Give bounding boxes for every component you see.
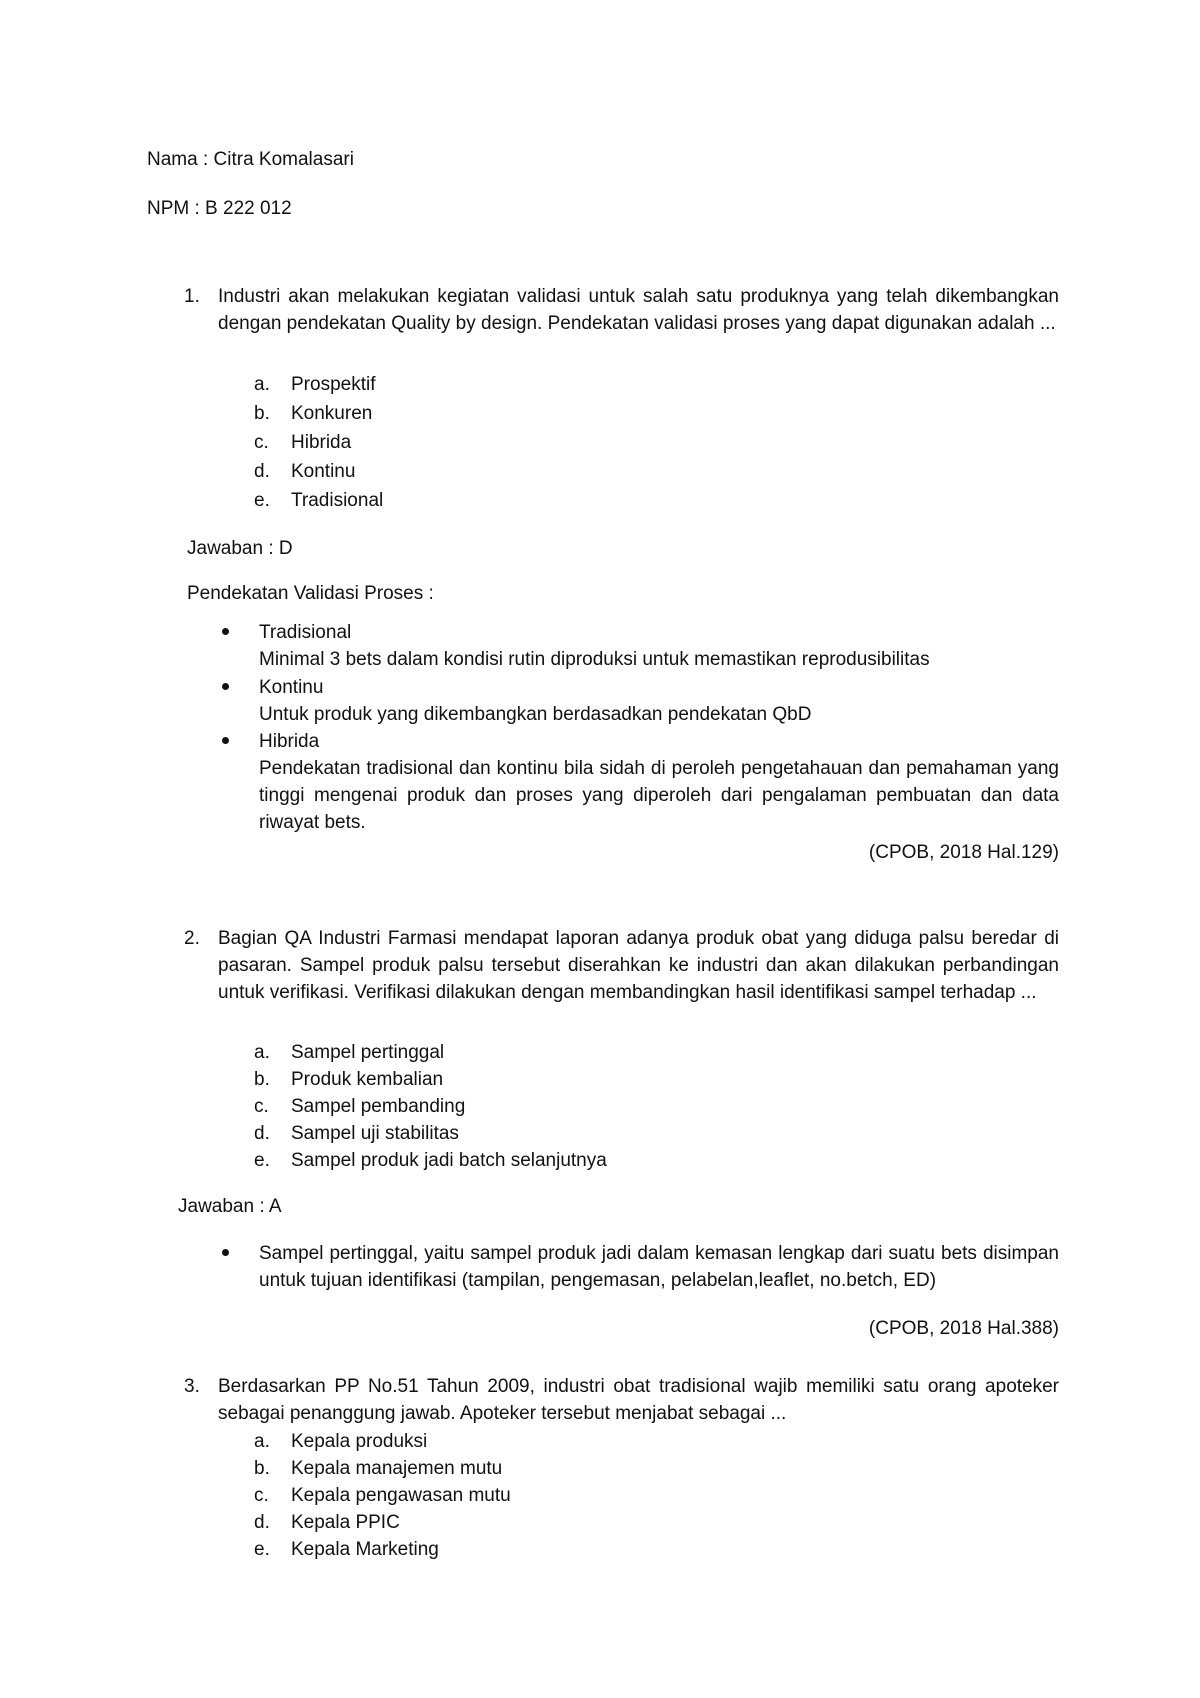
option-text: Sampel pertinggal — [291, 1042, 445, 1063]
question-text: Berdasarkan PP No.51 Tahun 2009, industri obat tradisional wajib memiliki satu orang apoteker sebagai penanggung jawab. Apoteker tersebut menjabat sebagai ... — [218, 1376, 1059, 1424]
option-text: Sampel pembanding — [291, 1096, 466, 1117]
option-text: Prospektif — [291, 374, 376, 395]
answer-label: Jawaban : D — [187, 538, 293, 559]
option-letter: b. — [254, 403, 270, 424]
explanation-item-title: Tradisional — [259, 622, 352, 643]
bullet — [222, 737, 229, 744]
option-text: Tradisional — [291, 490, 384, 511]
option-text: Produk kembalian — [291, 1069, 444, 1090]
question-number: 1. — [184, 286, 200, 307]
option-letter: a. — [254, 1431, 270, 1452]
option-text: Kepala manajemen mutu — [291, 1458, 503, 1479]
option-letter: d. — [254, 1123, 270, 1144]
option-letter: a. — [254, 1042, 270, 1063]
option-text: Sampel uji stabilitas — [291, 1123, 459, 1144]
reference: (CPOB, 2018 Hal.129) — [868, 842, 1059, 863]
option-text: Kepala pengawasan mutu — [291, 1485, 511, 1506]
question-number: 2. — [184, 928, 200, 949]
option-text: Kepala PPIC — [291, 1512, 400, 1533]
option-text: Sampel produk jadi batch selanjutnya — [291, 1150, 607, 1171]
explanation-item-text: Untuk produk yang dikembangkan berdasadkan pendekatan QbD — [259, 704, 812, 725]
option-letter: b. — [254, 1458, 270, 1479]
explanation-title: Pendekatan Validasi Proses : — [187, 583, 434, 604]
answer-label: Jawaban : A — [178, 1196, 282, 1217]
option-text: Kepala Marketing — [291, 1539, 439, 1560]
explanation-item-text: Pendekatan tradisional dan kontinu bila sidah di peroleh pengetahauan dan pemahaman yang tinggi mengenai produk dan proses yang diperoleh dari pengalaman pembuatan dan data riwayat bets. — [259, 758, 1059, 833]
explanation-item-text: Sampel pertinggal, yaitu sampel produk jadi dalam kemasan lengkap dari suatu bets disimpan untuk tujuan identifikasi (tampilan, pengemasan, pelabelan,leaflet, no.betch, ED) — [259, 1243, 1059, 1291]
student-name: Nama : Citra Komalasari — [147, 149, 354, 170]
option-letter: e. — [254, 1539, 270, 1560]
explanation-item-text: Minimal 3 bets dalam kondisi rutin diproduksi untuk memastikan reprodusibilitas — [259, 649, 930, 670]
bullet — [222, 683, 229, 690]
option-letter: d. — [254, 461, 270, 482]
option-text: Kepala produksi — [291, 1431, 428, 1452]
option-text: Kontinu — [291, 461, 356, 482]
question-text: Industri akan melakukan kegiatan validasi untuk salah satu produknya yang telah dikembangkan dengan pendekatan Quality by design. Pendekatan validasi proses yang dapat digunakan adalah ... — [218, 286, 1059, 334]
option-letter: c. — [254, 1485, 269, 1506]
option-letter: c. — [254, 432, 269, 453]
option-letter: c. — [254, 1096, 269, 1117]
option-letter: a. — [254, 374, 270, 395]
bullet — [222, 1249, 229, 1256]
explanation-item-title: Hibrida — [259, 731, 320, 752]
bullet — [222, 628, 229, 635]
option-letter: b. — [254, 1069, 270, 1090]
option-text: Hibrida — [291, 432, 352, 453]
question-number: 3. — [184, 1376, 200, 1397]
option-letter: d. — [254, 1512, 270, 1533]
question-text: Bagian QA Industri Farmasi mendapat laporan adanya produk obat yang diduga palsu beredar di pasaran. Sampel produk palsu tersebut diserahkan ke industri dan akan dilakukan perbandingan untuk verifikasi. Verifikasi dilakukan dengan membandingkan hasil identifikasi sampel terhadap ... — [218, 928, 1059, 1003]
option-letter: e. — [254, 490, 270, 511]
explanation-item-title: Kontinu — [259, 677, 324, 698]
student-npm: NPM : B 222 012 — [147, 198, 292, 219]
option-letter: e. — [254, 1150, 270, 1171]
reference: (CPOB, 2018 Hal.388) — [868, 1318, 1059, 1339]
option-text: Konkuren — [291, 403, 373, 424]
